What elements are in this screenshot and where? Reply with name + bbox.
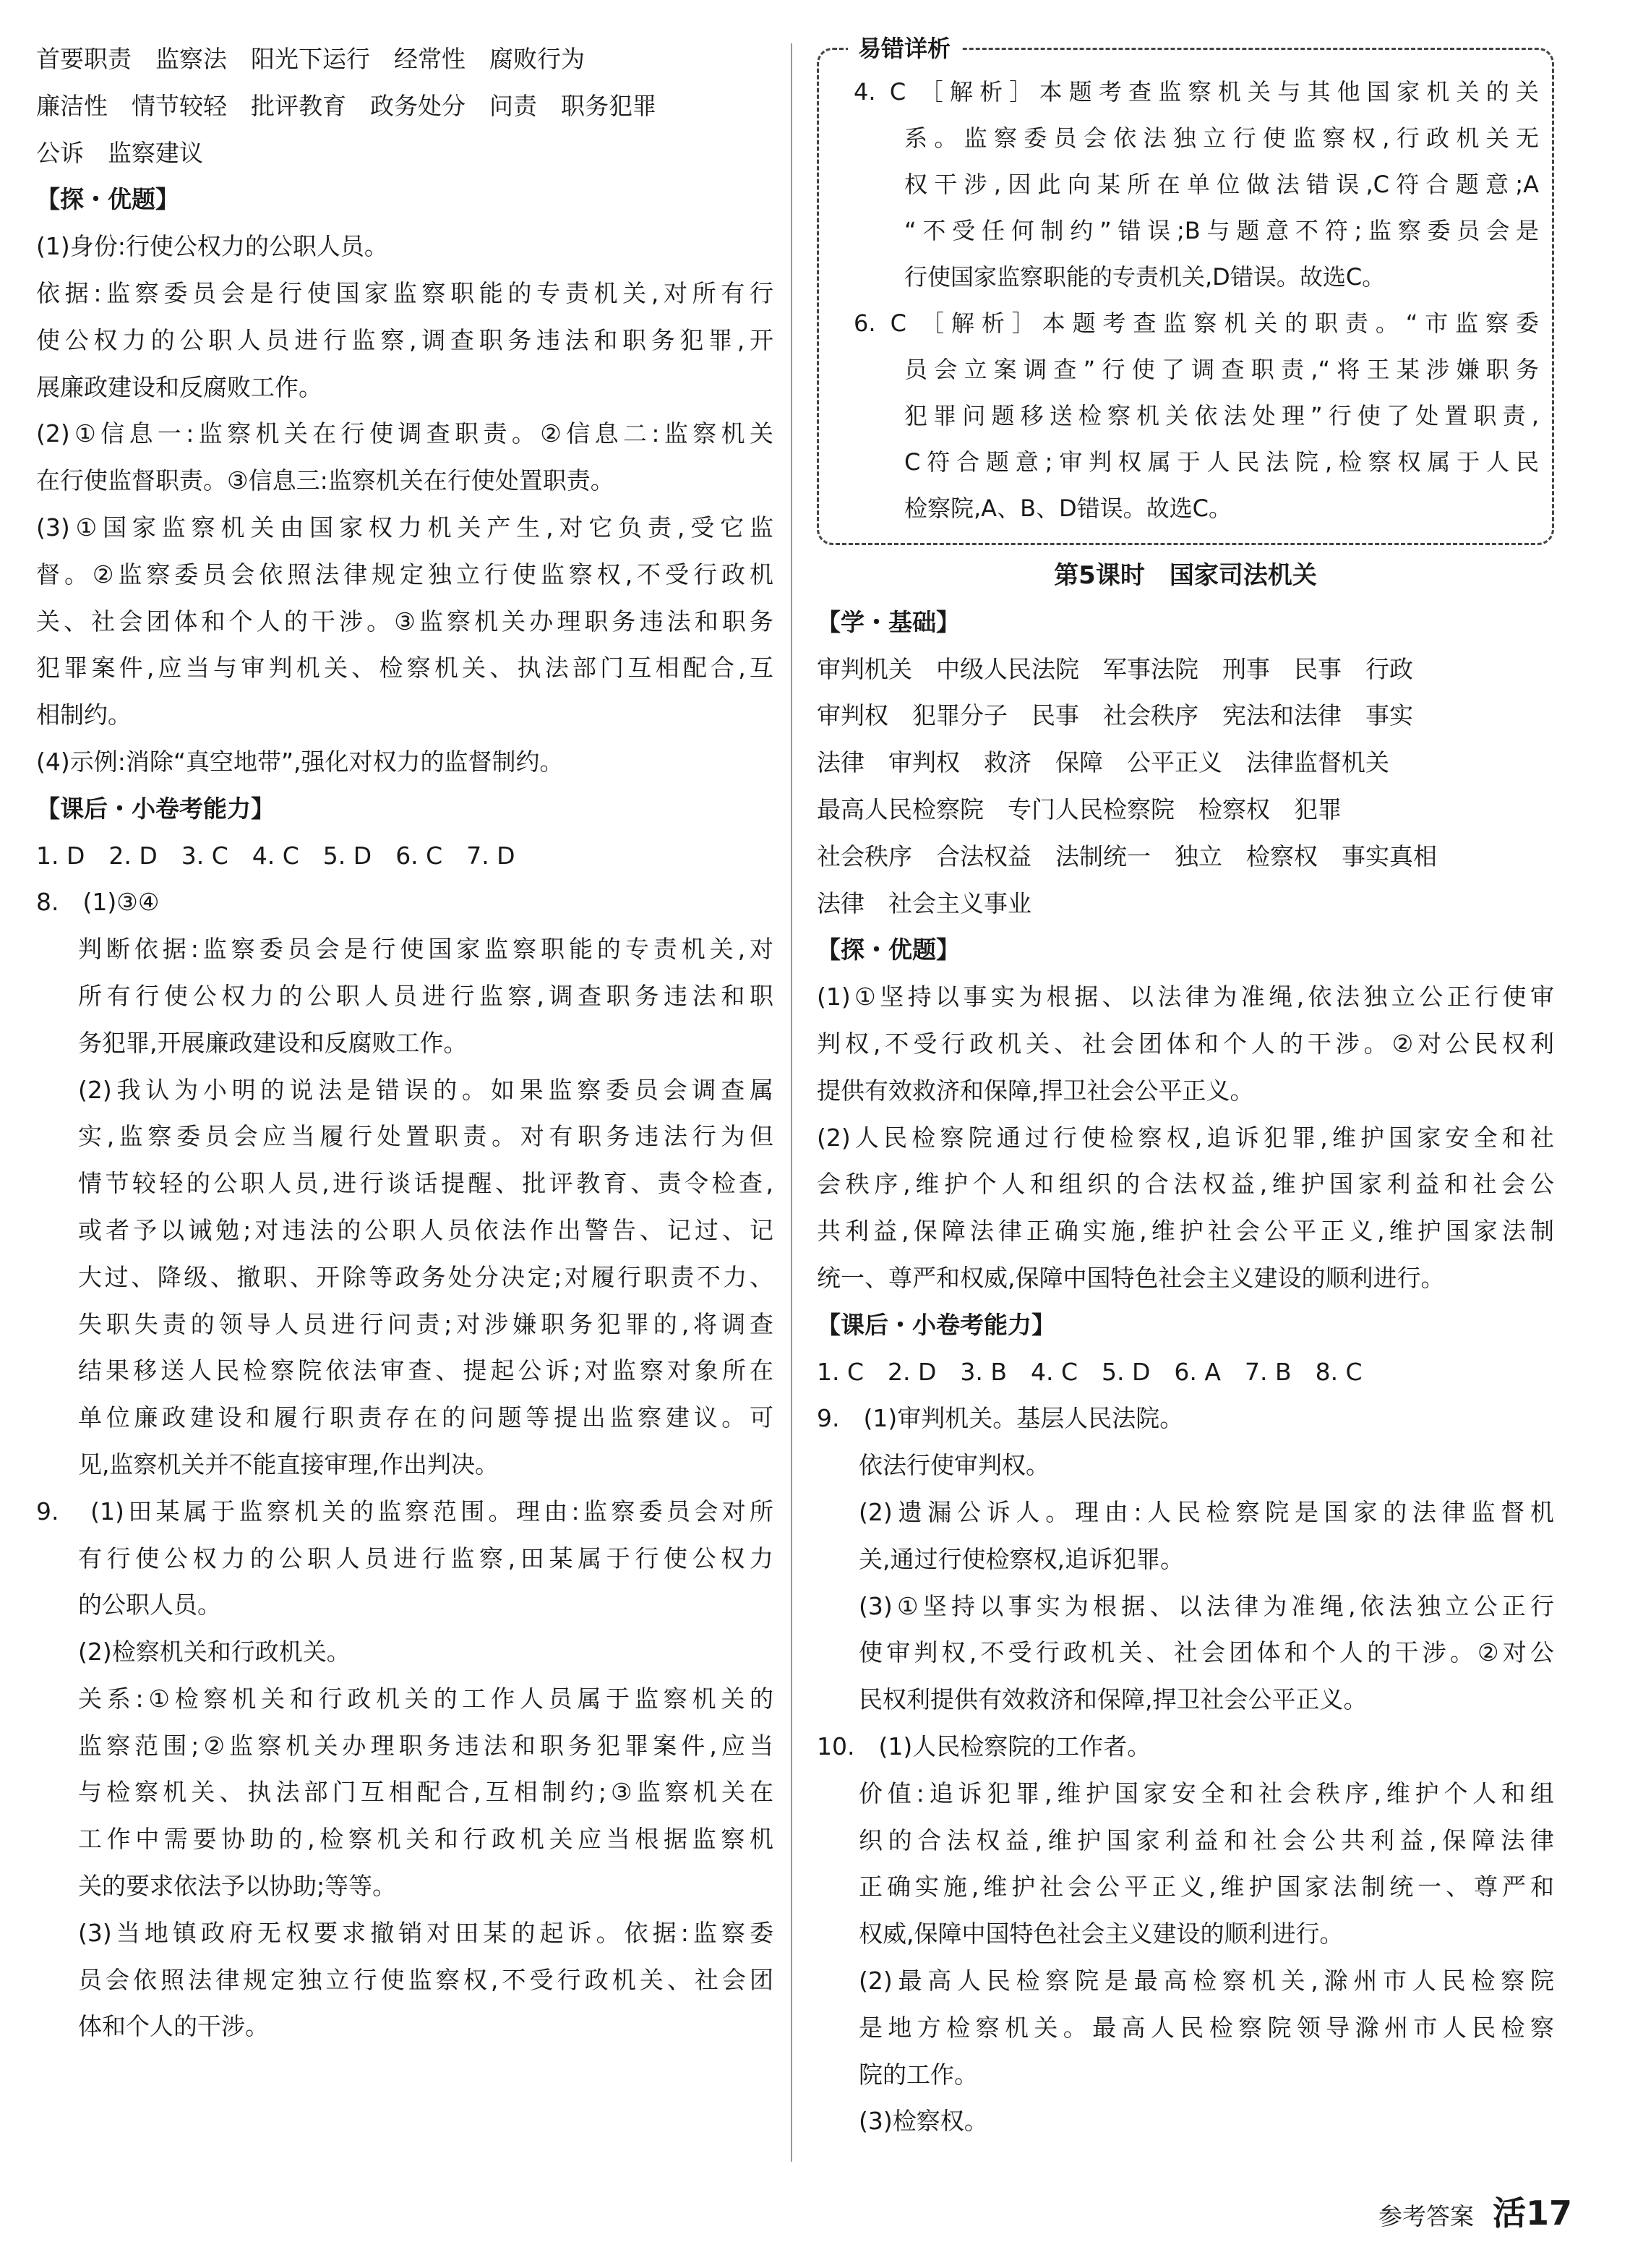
analysis-line: 检察院,A、B、D错误。故选C。 [904, 495, 1232, 522]
term-line: 公诉 监察建议 [36, 138, 203, 167]
answer-line: 工作中需要协助的,检察机关和行政机关应当根据监察机 [78, 1825, 773, 1854]
answer-line: 统一、尊严和权威,保障中国特色社会主义建设的顺利进行。 [817, 1263, 1445, 1292]
answer-line: 织的合法权益,维护国家利益和社会公共利益,保障法律 [859, 1826, 1554, 1854]
page-number: 活17 [1492, 2194, 1572, 2233]
answer-line: 实,监察委员会应当履行处置职责。对有职务违法行为但 [78, 1122, 773, 1151]
answer-line: 单位廉政建设和履行职责存在的问题等提出监察建议。可 [78, 1403, 773, 1432]
answer-line: 价值:追诉犯罪,维护国家安全和社会秩序,维护个人和组 [859, 1779, 1554, 1807]
analysis-line: 系。监察委员会依法独立行使监察权,行政机关无 [904, 124, 1539, 152]
footer-label: 参考答案 [1378, 2202, 1474, 2230]
section-heading-tan: 【探・优题】 [817, 936, 960, 964]
answer-line: 10. (1)人民检察院的工作者。 [817, 1732, 1151, 1760]
answer-line: 所有行使公权力的公职人员进行监察,调查职务违法和职 [78, 981, 773, 1010]
answer-line: 判权,不受行政机关、社会团体和个人的干涉。②对公民权利 [817, 1029, 1554, 1058]
section-heading-kehou: 【课后・小卷考能力】 [36, 794, 275, 823]
answer-line: 使审判权,不受行政机关、社会团体和个人的干涉。②对公 [859, 1638, 1554, 1667]
answer-line: 使公权力的公职人员进行监察,调查职务违法和职务犯罪,开 [36, 325, 773, 354]
column-divider [791, 43, 792, 2162]
answer-line: 依据:监察委员会是行使国家监察职能的专责机关,对所有行 [36, 278, 773, 307]
answer-key-line: 1. D 2. D 3. C 4. C 5. D 6. C 7. D [36, 841, 515, 870]
answer-line: (2)人民检察院通过行使检察权,追诉犯罪,维护国家安全和社 [817, 1123, 1554, 1152]
analysis-line: 犯罪问题移送检察机关依法处理”行使了处置职责, [904, 402, 1539, 429]
answer-line: 正确实施,维护社会公平正义,维护国家法制统一、尊严和 [859, 1873, 1554, 1901]
section-heading-kehou: 【课后・小卷考能力】 [817, 1310, 1055, 1339]
answer-line: 督。②监察委员会依照法律规定独立行使监察权,不受行政机 [36, 560, 773, 589]
error-analysis-label: 易错详析 [848, 33, 961, 64]
answer-line: 失职失责的领导人员进行问责;对涉嫌职务犯罪的,将调查 [78, 1309, 773, 1338]
analysis-line: 4. C ［解析］本题考查监察机关与其他国家机关的关 [854, 78, 1539, 106]
answer-line: 判断依据:监察委员会是行使国家监察职能的专责机关,对 [78, 935, 773, 964]
term-line: 廉洁性 情节较轻 批评教育 政务处分 问责 职务犯罪 [36, 91, 656, 120]
answer-line: 关,通过行使检察权,追诉犯罪。 [859, 1544, 1184, 1573]
answer-line: 9. (1)田某属于监察机关的监察范围。理由:监察委员会对所 [36, 1497, 773, 1525]
answer-line: (4)示例:消除“真空地带”,强化对权力的监督制约。 [36, 747, 564, 776]
answer-line: 体和个人的干涉。 [78, 2012, 269, 2041]
answer-line: 大过、降级、撤职、开除等政务处分决定;对履行职责不力、 [78, 1262, 773, 1291]
answer-line: 关、社会团体和个人的干涉。③监察机关办理职务违法和职务 [36, 607, 773, 636]
answer-line: 情节较轻的公职人员,进行谈话提醒、批评教育、责令检查, [78, 1169, 773, 1198]
answer-line: 在行使监督职责。③信息三:监察机关在行使处置职责。 [36, 466, 614, 495]
answer-line: 结果移送人民检察院依法审查、提起公诉;对监察对象所在 [78, 1356, 773, 1385]
term-line: 审判机关 中级人民法院 军事法院 刑事 民事 行政 [817, 654, 1413, 683]
answer-line: (2)检察机关和行政机关。 [78, 1638, 351, 1666]
analysis-line: 行使国家监察职能的专责机关,D错误。故选C。 [904, 263, 1386, 291]
answer-line: 展廉政建设和反腐败工作。 [36, 372, 322, 401]
analysis-line: C符合题意;审判权属于人民法院,检察权属于人民 [904, 448, 1539, 476]
answer-line: 权威,保障中国特色社会主义建设的顺利进行。 [859, 1920, 1344, 1948]
answer-line: 见,监察机关并不能直接审理,作出判决。 [78, 1450, 499, 1479]
answer-line: 依法行使审判权。 [859, 1451, 1050, 1480]
error-analysis-box [817, 35, 1554, 545]
answer-line: 关系:①检察机关和行政机关的工作人员属于监察机关的 [78, 1684, 773, 1713]
analysis-line: 员会立案调查”行使了调查职责,“将王某涉嫌职务 [904, 356, 1539, 383]
lesson-title: 第5课时 国家司法机关 [1054, 561, 1317, 590]
term-line: 社会秩序 合法权益 法制统一 独立 检察权 事实真相 [817, 842, 1437, 870]
answer-line: 共利益,保障法律正确实施,维护社会公平正义,维护国家法制 [817, 1217, 1554, 1246]
analysis-line: 权干涉,因此向某所在单位做法错误,C符合题意;A [904, 171, 1539, 198]
answer-line: 的公职人员。 [78, 1591, 221, 1619]
answer-line: (3)当地镇政府无权要求撤销对田某的起诉。依据:监察委 [78, 1918, 773, 1947]
answer-line: (1)①坚持以事实为根据、以法律为准绳,依法独立公正行使审 [817, 983, 1554, 1011]
answer-line: 民权利提供有效救济和保障,捍卫社会公平正义。 [859, 1685, 1368, 1714]
answer-line: 提供有效救济和保障,捍卫社会公平正义。 [817, 1076, 1254, 1105]
answer-line: 9. (1)审判机关。基层人民法院。 [817, 1404, 1184, 1433]
answer-line: (1)身份:行使公权力的公职人员。 [36, 232, 388, 261]
analysis-line: 6. C ［解析］本题考查监察机关的职责。“市监察委 [854, 309, 1539, 337]
analysis-line: “不受任何制约”错误;B与题意不符;监察委员会是 [904, 217, 1539, 244]
answer-key-line: 1. C 2. D 3. B 4. C 5. D 6. A 7. B 8. C [817, 1357, 1363, 1386]
answer-line: 务犯罪,开展廉政建设和反腐败工作。 [78, 1028, 468, 1057]
answer-line: 有行使公权力的公职人员进行监察,田某属于行使公权力 [78, 1544, 773, 1572]
answer-line: (2)我认为小明的说法是错误的。如果监察委员会调查属 [78, 1075, 773, 1104]
answer-line: (3)检察权。 [859, 2107, 988, 2136]
answer-line: 8. (1)③④ [36, 888, 160, 917]
section-heading-xue: 【学・基础】 [817, 607, 960, 636]
answer-line: 相制约。 [36, 701, 132, 729]
answer-line: 是地方检察机关。最高人民检察院领导滁州市人民检察 [859, 2013, 1554, 2042]
term-line: 审判权 犯罪分子 民事 社会秩序 宪法和法律 事实 [817, 701, 1413, 730]
section-heading-tan: 【探・优题】 [36, 185, 179, 214]
answer-line: 关的要求依法予以协助;等等。 [78, 1872, 397, 1901]
answer-line: (3)①坚持以事实为根据、以法律为准绳,依法独立公正行 [859, 1591, 1554, 1620]
answer-line: 会秩序,维护个人和组织的合法权益,维护国家利益和社会公 [817, 1170, 1554, 1199]
answer-line: (2)最高人民检察院是最高检察机关,滁州市人民检察院 [859, 1966, 1554, 1995]
page-footer [1378, 2183, 1572, 2233]
answer-line: (2)遗漏公诉人。理由:人民检察院是国家的法律监督机 [859, 1497, 1554, 1526]
term-line: 法律 审判权 救济 保障 公平正义 法律监督机关 [817, 748, 1389, 777]
answer-line: 或者予以诫勉;对违法的公职人员依法作出警告、记过、记 [78, 1215, 773, 1244]
term-line: 首要职责 监察法 阳光下运行 经常性 腐败行为 [36, 45, 585, 73]
right-column [817, 35, 1554, 2145]
answer-line: 犯罪案件,应当与审判机关、检察机关、执法部门互相配合,互 [36, 654, 773, 682]
answer-line: 员会依照法律规定独立行使监察权,不受行政机关、社会团 [78, 1965, 773, 1994]
answer-line: (2)①信息一:监察机关在行使调查职责。②信息二:监察机关 [36, 419, 773, 448]
term-line: 法律 社会主义事业 [817, 889, 1031, 917]
term-line: 最高人民检察院 专门人民检察院 检察权 犯罪 [817, 795, 1342, 823]
left-column [36, 36, 773, 2050]
answer-line: 监察范围;②监察机关办理职务违法和职务犯罪案件,应当 [78, 1731, 773, 1760]
answer-line: 院的工作。 [859, 2060, 978, 2089]
answer-line: (3)①国家监察机关由国家权力机关产生,对它负责,受它监 [36, 513, 773, 542]
answer-line: 与检察机关、执法部门互相配合,互相制约;③监察机关在 [78, 1778, 773, 1807]
